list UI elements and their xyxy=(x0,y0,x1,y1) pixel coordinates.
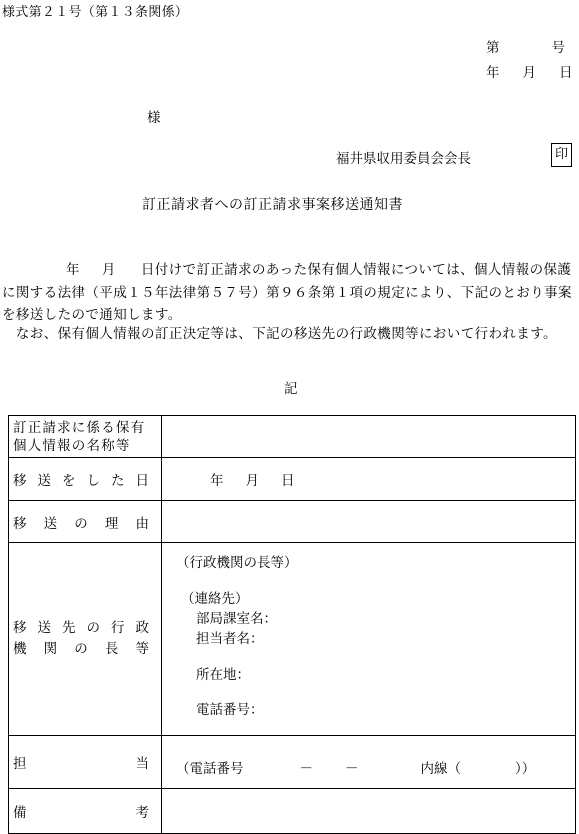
body-month: 月 xyxy=(101,262,116,278)
destination-agency-label-char: 行 xyxy=(111,620,125,636)
destination-agency-label-char: 関 xyxy=(43,641,58,657)
contact-phone-field[interactable] xyxy=(162,736,576,789)
table-row xyxy=(9,543,576,736)
personal-info-name-label-line2: 個人情報の名称等 xyxy=(13,437,131,454)
transfer-date-label-char: た xyxy=(111,473,125,489)
destination-agency-label-char: 長 xyxy=(104,641,119,657)
transfer-date-year: 年 xyxy=(210,473,224,489)
person-in-charge-label: 担当者名： xyxy=(196,631,264,647)
body-paragraph-1 xyxy=(2,259,576,327)
transfer-reason-label xyxy=(9,501,162,543)
address-label: 所在地： xyxy=(196,667,250,683)
transfer-reason-label-char: の xyxy=(74,515,88,532)
destination-agency-label-char: 等 xyxy=(135,641,149,657)
remarks-label-char: 考 xyxy=(135,805,149,821)
transfer-reason-field[interactable] xyxy=(162,501,576,543)
destination-agency-field[interactable] xyxy=(162,543,576,736)
phone-dash-1: － xyxy=(299,761,313,777)
destination-agency-label-char: 先 xyxy=(62,620,76,636)
seal-stamp: 印 xyxy=(551,143,572,167)
phone-number-label: 電話番号： xyxy=(196,702,264,718)
transfer-date-month: 月 xyxy=(245,473,259,489)
personal-info-name-label-line1: 訂正請求に係る保有 xyxy=(13,419,146,436)
transfer-details-table xyxy=(8,415,576,834)
destination-agency-label-char: の xyxy=(74,641,88,657)
person-in-charge-row-label-char: 担 xyxy=(13,756,27,772)
document-number xyxy=(486,36,565,56)
body-paragraph-1-text: 日付けで訂正請求のあった保有個人情報については、個人情報の保護に関する法律（平成１５年法律第５７号）第９６条第１項の規定により、下記のとおり事案を移送したので通知します。 xyxy=(2,262,572,323)
table-row xyxy=(9,416,576,458)
transfer-date-label-char: 移 xyxy=(13,473,27,489)
doc-number-prefix: 第 xyxy=(486,40,500,56)
table-row xyxy=(9,501,576,543)
body-paragraph-2-text: なお、保有個人情報の訂正決定等は、下記の移送先の行政機関等において行われます。 xyxy=(15,326,557,342)
table-row xyxy=(9,736,576,789)
note-mark: 記 xyxy=(284,381,298,397)
department-label: 部局課室名： xyxy=(196,611,277,627)
doc-date-month: 月 xyxy=(522,65,536,81)
personal-info-name-field[interactable] xyxy=(162,416,576,458)
transfer-reason-label-char: 理 xyxy=(104,515,119,532)
document-title: 訂正請求者への訂正請求事案移送通知書 xyxy=(142,197,403,213)
transfer-date-label-char: 日 xyxy=(135,473,149,489)
transfer-reason-label-char: 由 xyxy=(135,515,149,532)
sender-name: 福井県収用委員会会長 xyxy=(336,151,471,167)
doc-date-year: 年 xyxy=(486,65,500,81)
transfer-date-label-char: し xyxy=(86,473,100,489)
transfer-date-label xyxy=(9,458,162,501)
form-number: 様式第２１号（第１３条関係） xyxy=(2,5,189,20)
destination-agency-label-char: の xyxy=(86,620,100,636)
transfer-reason-label-char: 移 xyxy=(13,515,27,532)
transfer-reason-label-char: 送 xyxy=(43,515,58,532)
phone-close: ）） xyxy=(515,761,536,777)
destination-agency-label xyxy=(9,543,162,736)
addressee-suffix: 様 xyxy=(147,110,161,126)
person-in-charge-row-label xyxy=(9,736,162,789)
table-row xyxy=(9,458,576,501)
transfer-date-day: 日 xyxy=(281,473,295,489)
destination-agency-label-char: 機 xyxy=(13,641,27,657)
transfer-date-field[interactable] xyxy=(162,458,576,501)
phone-dash-2: － xyxy=(345,761,359,777)
agency-head-label: （行政機関の長等） xyxy=(176,555,298,571)
transfer-date-label-char: 送 xyxy=(37,473,51,489)
body-year: 年 xyxy=(66,262,80,278)
phone-open: （電話番号 xyxy=(176,761,244,777)
remarks-label-char: 備 xyxy=(13,805,27,821)
contact-label: （連絡先） xyxy=(181,591,249,607)
doc-date-day: 日 xyxy=(559,65,573,81)
person-in-charge-row-label-char: 当 xyxy=(135,756,149,772)
doc-number-suffix: 号 xyxy=(551,40,565,56)
destination-agency-label-char: 政 xyxy=(135,620,149,636)
personal-info-name-label xyxy=(9,416,162,458)
extension-label: 内線（ xyxy=(420,761,461,777)
body-paragraph-2 xyxy=(2,323,576,346)
destination-agency-label-char: 移 xyxy=(13,620,27,636)
document-date xyxy=(486,61,573,81)
transfer-date-label-char: を xyxy=(62,473,76,489)
destination-agency-label-char: 送 xyxy=(37,620,51,636)
